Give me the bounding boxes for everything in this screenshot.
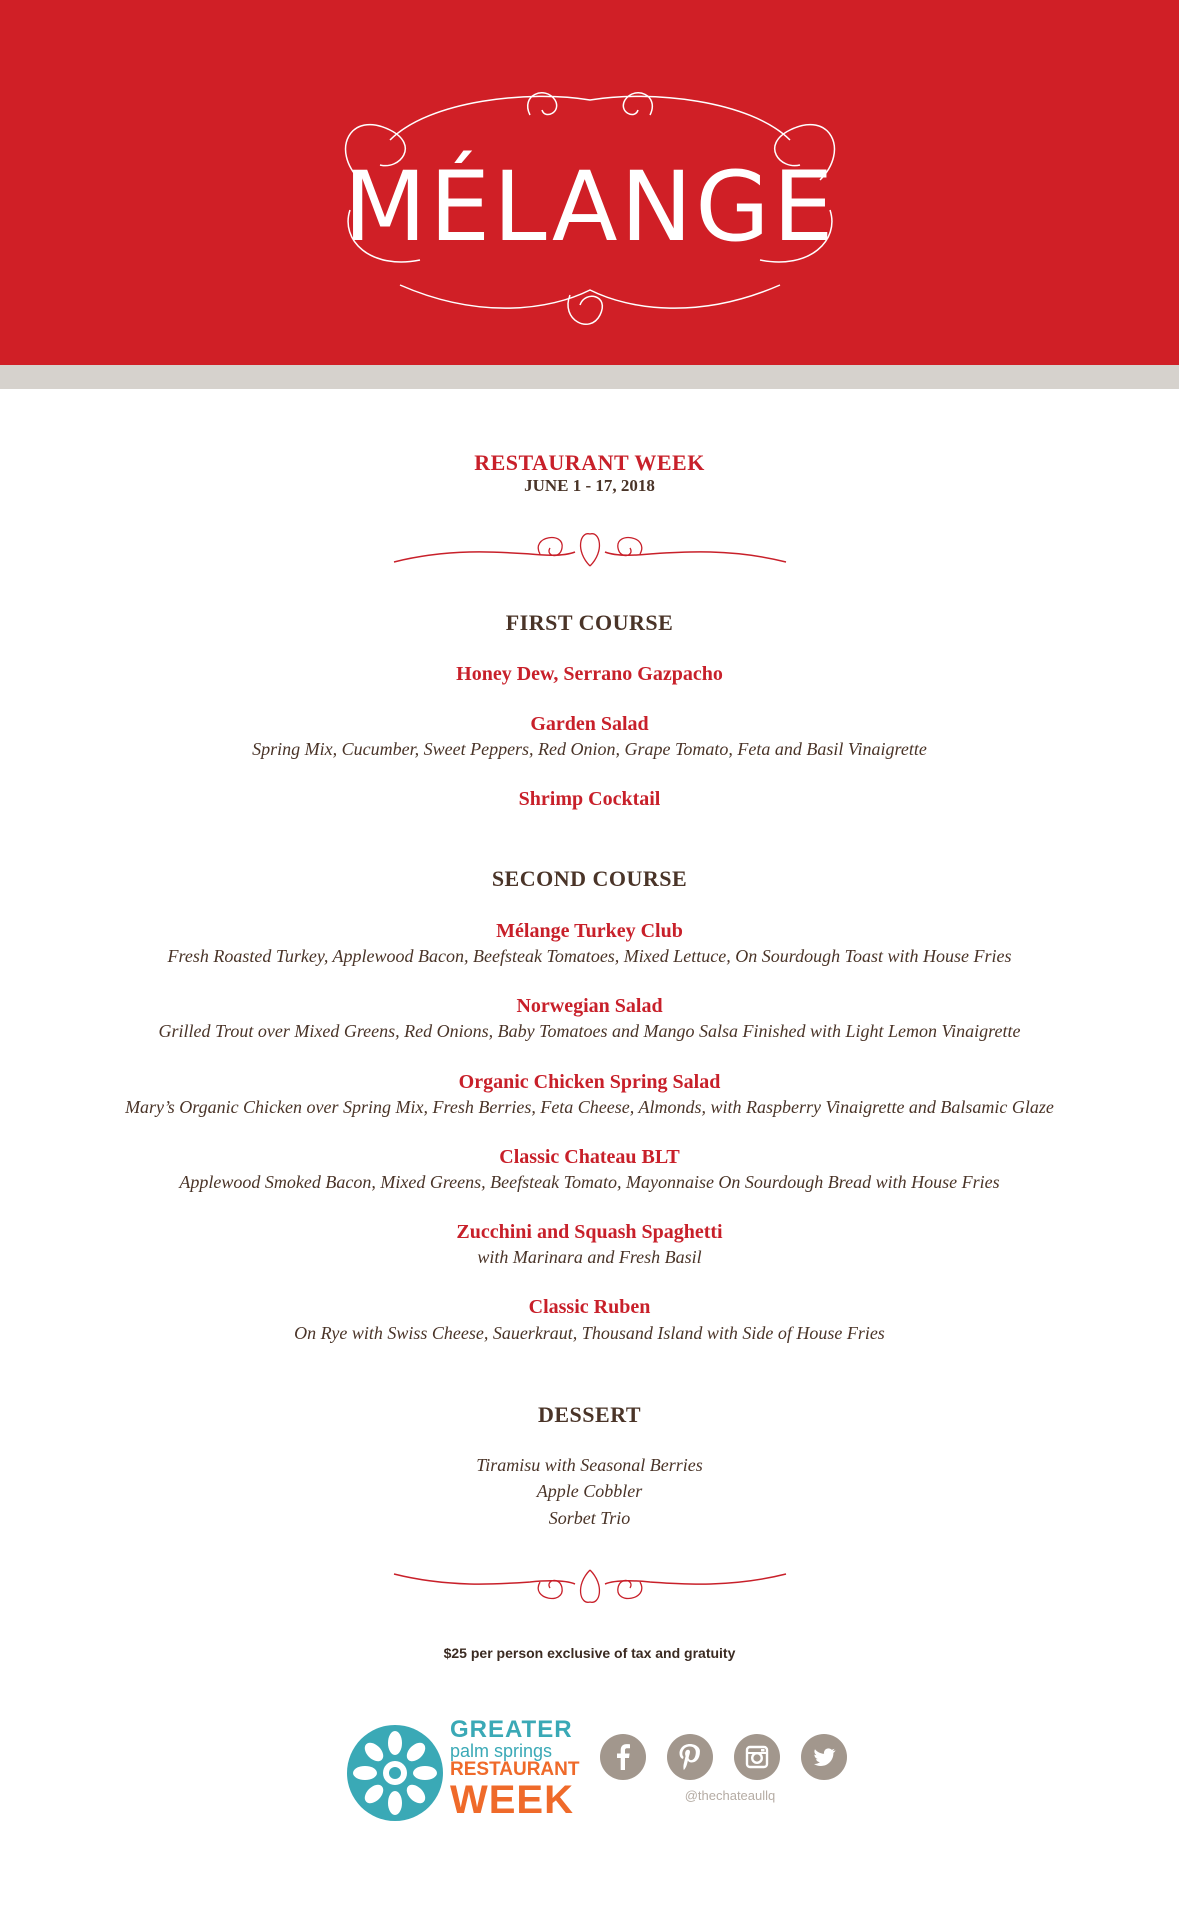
facebook-icon[interactable] (600, 1734, 646, 1780)
dish-description: with Marinara and Fresh Basil (477, 1247, 702, 1267)
dish-name: Zucchini and Squash Spaghetti (456, 1221, 723, 1243)
badge-line-palm-springs: palm springs (450, 1741, 553, 1761)
header-band (0, 365, 1179, 389)
dish-description: Fresh Roasted Turkey, Applewood Bacon, Beefsteak Tomatoes, Mixed Lettuce, On Sourdough Toast with House Fries (167, 946, 1012, 966)
logo-wordmark: MÉLANGE (343, 151, 837, 263)
dish-name: Garden Salad (530, 713, 649, 735)
dish-name: Norwegian Salad (516, 995, 663, 1017)
dish-name: Mélange Turkey Club (496, 920, 683, 942)
ornament-divider-bottom (390, 1560, 790, 1610)
second-course-heading: SECOND COURSE (491, 866, 688, 891)
price-note: $25 per person exclusive of tax and gratuity (443, 1645, 736, 1661)
pinterest-icon[interactable] (667, 1734, 713, 1780)
badge-line-week: WEEK (450, 1778, 574, 1822)
instagram-icon[interactable] (734, 1734, 780, 1780)
dish-description: Spring Mix, Cucumber, Sweet Peppers, Red Onion, Grape Tomato, Feta and Basil Vinaigrette (252, 739, 927, 759)
badge-line-greater: GREATER (450, 1716, 573, 1743)
first-course-heading: FIRST COURSE (505, 610, 674, 635)
dessert-item: Apple Cobbler (536, 1481, 643, 1501)
twitter-icon[interactable] (801, 1734, 847, 1780)
restaurant-week-badge (345, 1716, 580, 1824)
flower-logo-icon (345, 1723, 445, 1823)
dish-name: Honey Dew, Serrano Gazpacho (456, 663, 723, 685)
dish-description: Grilled Trout over Mixed Greens, Red Onions, Baby Tomatoes and Mango Salsa Finished with Light Lemon Vinaigrette (158, 1021, 1021, 1041)
dessert-item: Sorbet Trio (548, 1508, 631, 1528)
dish-name: Classic Ruben (528, 1296, 651, 1318)
event-dates: JUNE 1 - 17, 2018 (524, 476, 655, 495)
dish-name: Classic Chateau BLT (499, 1146, 680, 1168)
dish-description: Mary’s Organic Chicken over Spring Mix, Fresh Berries, Feta Cheese, Almonds, with Raspberry Vinaigrette and Balsamic Glaze (125, 1097, 1054, 1117)
dessert-item: Tiramisu with Seasonal Berries (476, 1455, 703, 1475)
ornament-divider-top (390, 526, 790, 576)
melange-logo (330, 70, 850, 340)
header-banner (0, 0, 1179, 365)
dish-name: Shrimp Cocktail (518, 788, 661, 810)
badge-wordmark (450, 1716, 580, 1822)
dish-name: Organic Chicken Spring Salad (458, 1071, 721, 1093)
dish-description: On Rye with Swiss Cheese, Sauerkraut, Thousand Island with Side of House Fries (294, 1323, 885, 1343)
badge-line-restaurant: RESTAURANT (450, 1759, 580, 1780)
dish-description: Applewood Smoked Bacon, Mixed Greens, Beefsteak Tomato, Mayonnaise On Sourdough Bread with House Fries (179, 1172, 1000, 1192)
dessert-heading: DESSERT (538, 1402, 641, 1427)
event-title: RESTAURANT WEEK (474, 450, 705, 475)
social-handle[interactable]: @thechateaullq (684, 1788, 776, 1803)
